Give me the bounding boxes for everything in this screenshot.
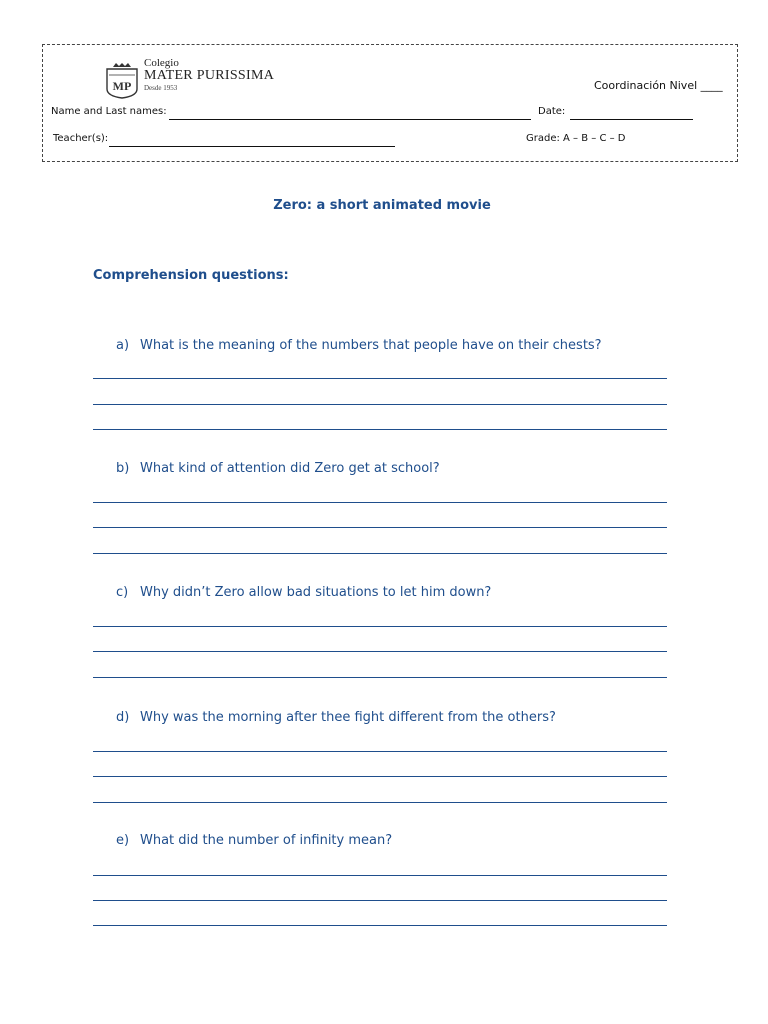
- question-c: [116, 585, 491, 600]
- school-logo-icon: [105, 63, 139, 99]
- question-letter: d): [116, 710, 130, 725]
- answer-line[interactable]: [93, 429, 667, 430]
- question-e: [116, 833, 392, 848]
- worksheet-title: Zero: a short animated movie: [273, 198, 491, 213]
- answer-line[interactable]: [93, 651, 667, 652]
- answer-line[interactable]: [93, 751, 667, 752]
- name-field[interactable]: [169, 119, 531, 120]
- teacher-label: Teacher(s):: [53, 133, 109, 144]
- header-box: [42, 44, 738, 162]
- answer-line[interactable]: [93, 802, 667, 803]
- answer-line[interactable]: [93, 900, 667, 901]
- answer-line[interactable]: [93, 626, 667, 627]
- question-d: [116, 710, 556, 725]
- answer-line[interactable]: [93, 776, 667, 777]
- question-text: What did the number of infinity mean?: [140, 833, 393, 848]
- name-label: Name and Last names:: [51, 106, 167, 117]
- answer-line[interactable]: [93, 404, 667, 405]
- school-prefix: Colegio: [144, 57, 179, 69]
- answer-line[interactable]: [93, 925, 667, 926]
- question-text: What kind of attention did Zero get at school?: [140, 461, 440, 476]
- coordination-label: Coordinación Nivel ____: [594, 79, 723, 92]
- answer-line[interactable]: [93, 875, 667, 876]
- answer-line[interactable]: [93, 378, 667, 379]
- date-label: Date:: [538, 106, 566, 117]
- question-a: [116, 338, 602, 353]
- answer-line[interactable]: [93, 502, 667, 503]
- question-letter: e): [116, 833, 130, 848]
- school-name: MATER PURISSIMA: [144, 68, 275, 83]
- answer-line[interactable]: [93, 553, 667, 554]
- question-b: [116, 461, 440, 476]
- question-letter: b): [116, 461, 130, 476]
- question-text: Why was the morning after thee fight different from the others?: [140, 710, 556, 725]
- question-letter: a): [116, 338, 130, 353]
- school-since: Desde 1953: [144, 84, 178, 92]
- answer-line[interactable]: [93, 527, 667, 528]
- grade-label: Grade: A – B – C – D: [526, 133, 626, 144]
- section-heading: Comprehension questions:: [93, 268, 289, 283]
- answer-line[interactable]: [93, 677, 667, 678]
- question-letter: c): [116, 585, 129, 600]
- logo-initials: MP: [112, 79, 132, 93]
- question-text: What is the meaning of the numbers that people have on their chests?: [140, 338, 602, 353]
- date-field[interactable]: [570, 119, 693, 120]
- teacher-field[interactable]: [109, 146, 395, 147]
- question-text: Why didn’t Zero allow bad situations to let him down?: [140, 585, 492, 600]
